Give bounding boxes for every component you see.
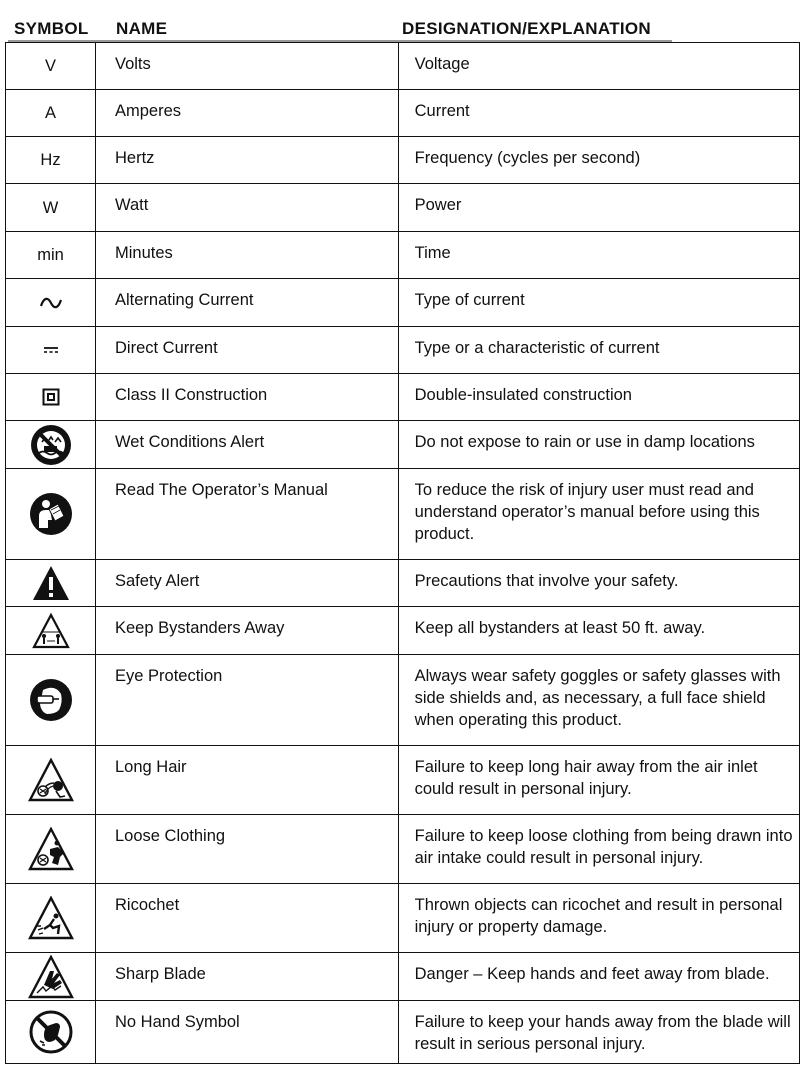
table-row (6, 421, 800, 469)
designation-cell: Thrown objects can ricochet and result in personal injury or property damage. (398, 884, 799, 953)
designation-cell: Failure to keep your hands away from the blade will result in serious personal injury. (398, 1001, 799, 1064)
designation-cell: To reduce the risk of injury user must read and understand operator’s manual before using this product. (398, 469, 799, 560)
table-row (6, 374, 800, 421)
header-symbol: SYMBOL (14, 19, 89, 38)
designation-cell: Type of current (398, 279, 799, 327)
symbol-cell (6, 953, 96, 1001)
table-row (6, 43, 800, 90)
eye-protection-icon (29, 678, 73, 722)
designation-cell: Type or a characteristic of current (398, 327, 799, 374)
read-manual-icon (29, 492, 73, 536)
symbol-cell: A (6, 90, 96, 137)
symbol-cell (6, 327, 96, 374)
symbol-cell (6, 815, 96, 884)
keep-bystanders-away-icon (31, 612, 71, 650)
table-row (6, 232, 800, 279)
designation-cell: Time (398, 232, 799, 279)
symbol-cell: V (6, 43, 96, 90)
symbol-cell (6, 1001, 96, 1064)
designation-cell: Failure to keep long hair away from the air inlet could result in personal injury. (398, 746, 799, 815)
no-hand-icon (28, 1009, 74, 1055)
name-cell: Keep Bystanders Away (96, 607, 399, 655)
designation-cell: Danger – Keep hands and feet away from blade. (398, 953, 799, 1001)
symbol-cell (6, 469, 96, 560)
symbol-cell (6, 655, 96, 746)
designation-cell: Double-insulated construction (398, 374, 799, 421)
table-row (6, 560, 800, 607)
symbol-cell: W (6, 184, 96, 232)
name-cell: Alternating Current (96, 279, 399, 327)
table-row (6, 327, 800, 374)
name-cell: Hertz (96, 137, 399, 184)
name-cell: Volts (96, 43, 399, 90)
symbols-table (5, 42, 800, 1064)
symbol-cell: Hz (6, 137, 96, 184)
designation-cell: Failure to keep loose clothing from being drawn into air intake could result in personal injury. (398, 815, 799, 884)
name-cell: Direct Current (96, 327, 399, 374)
designation-cell: Keep all bystanders at least 50 ft. away. (398, 607, 799, 655)
table-row (6, 469, 800, 560)
table-row (6, 184, 800, 232)
name-cell: Class II Construction (96, 374, 399, 421)
name-cell: Amperes (96, 90, 399, 137)
name-cell: Watt (96, 184, 399, 232)
table-row (6, 607, 800, 655)
ricochet-icon (28, 896, 74, 940)
designation-cell: Do not expose to rain or use in damp locations (398, 421, 799, 469)
table-row (6, 279, 800, 327)
designation-cell: Voltage (398, 43, 799, 90)
alternating-current-icon (39, 296, 63, 310)
symbol-cell: min (6, 232, 96, 279)
table-row (6, 884, 800, 953)
name-cell: Long Hair (96, 746, 399, 815)
table-row (6, 815, 800, 884)
name-cell: Read The Operator’s Manual (96, 469, 399, 560)
symbol-cell (6, 421, 96, 469)
safety-alert-icon (31, 564, 71, 602)
name-cell: Wet Conditions Alert (96, 421, 399, 469)
class-ii-construction-icon (42, 388, 60, 406)
table-row (6, 90, 800, 137)
symbol-cell (6, 746, 96, 815)
designation-cell: Current (398, 90, 799, 137)
name-cell: Loose Clothing (96, 815, 399, 884)
symbol-cell (6, 607, 96, 655)
direct-current-icon (43, 346, 59, 354)
name-cell: Safety Alert (96, 560, 399, 607)
symbol-cell (6, 884, 96, 953)
name-cell: Eye Protection (96, 655, 399, 746)
loose-clothing-icon (28, 827, 74, 871)
designation-cell: Precautions that involve your safety. (398, 560, 799, 607)
symbol-cell (6, 374, 96, 421)
wet-conditions-icon (29, 423, 73, 467)
table-row (6, 655, 800, 746)
name-cell: Sharp Blade (96, 953, 399, 1001)
long-hair-icon (28, 758, 74, 802)
name-cell: Ricochet (96, 884, 399, 953)
sharp-blade-icon (28, 955, 74, 999)
symbol-cell (6, 279, 96, 327)
header-name: NAME (116, 19, 168, 38)
designation-cell: Always wear safety goggles or safety glasses with side shields and, as necessary, a full face shield when operating this product. (398, 655, 799, 746)
designation-cell: Power (398, 184, 799, 232)
name-cell: No Hand Symbol (96, 1001, 399, 1064)
header-designation: DESIGNATION/EXPLANATION (402, 19, 652, 38)
name-cell: Minutes (96, 232, 399, 279)
table-row (6, 137, 800, 184)
table-row (6, 953, 800, 1001)
designation-cell: Frequency (cycles per second) (398, 137, 799, 184)
table-row (6, 746, 800, 815)
symbol-cell (6, 560, 96, 607)
table-row (6, 1001, 800, 1064)
